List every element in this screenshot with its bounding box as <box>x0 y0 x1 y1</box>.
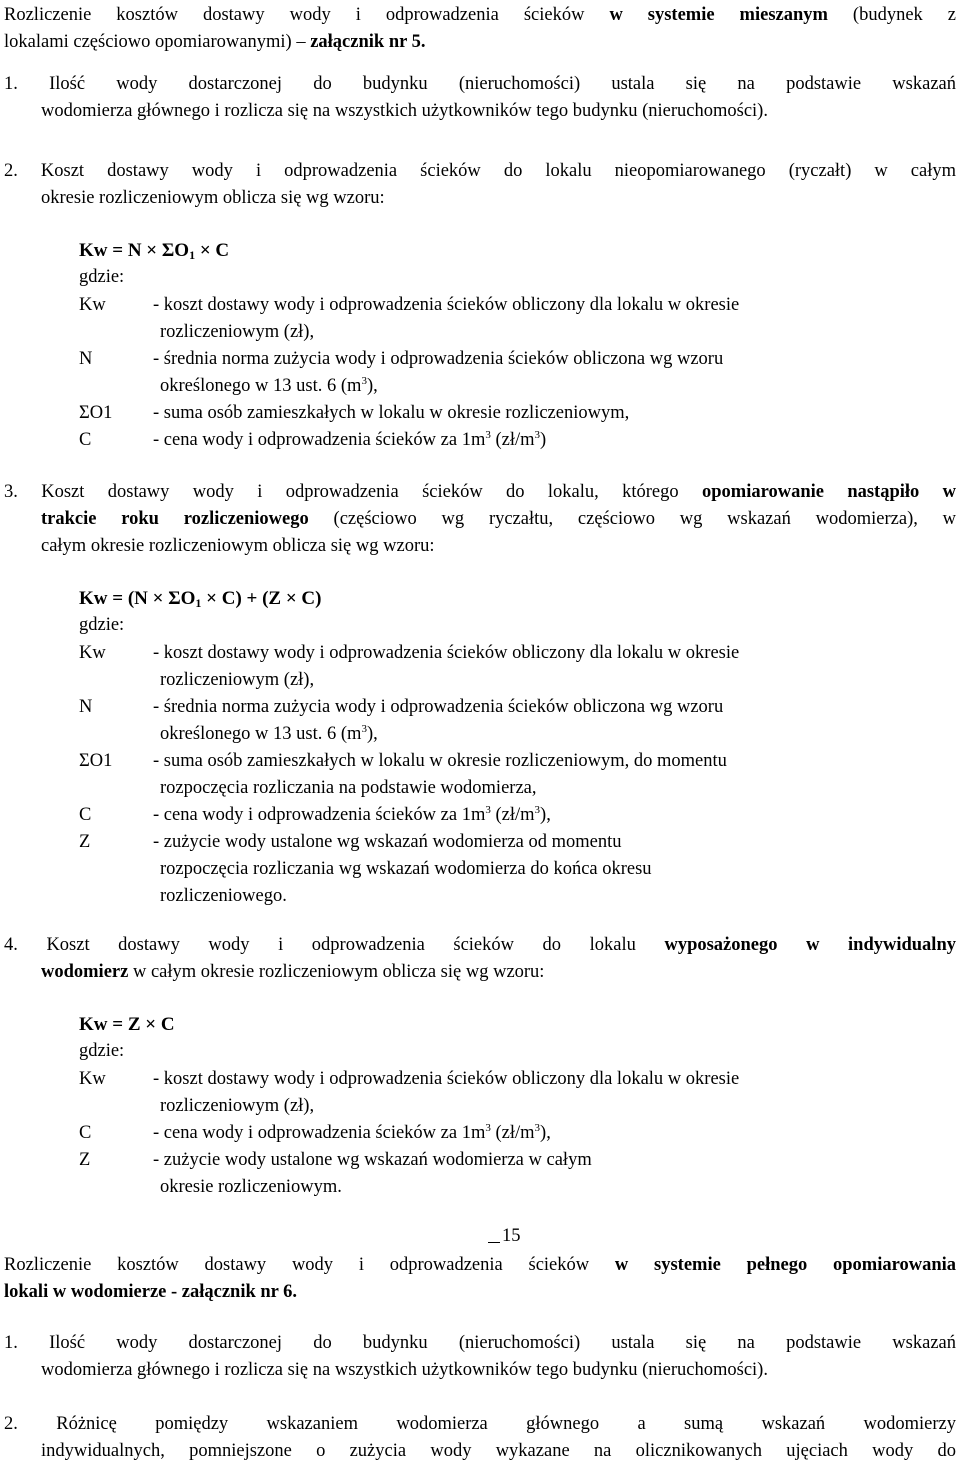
formula-3: Kw = Z × C <box>79 1014 175 1035</box>
att5-point-1: 1. Ilość wody dostarczonej do budynku (nieruchomości) ustala się na podstawie wskazań wodomierza głównego i rozlicza się na wszystkich użytkowników tego budynku (nieruchomości). <box>4 74 956 121</box>
att5-point-2: 2. Koszt dostawy wody i odprowadzenia ścieków do lokalu nieopomiarowanego (ryczałt) w całym okresie rozliczeniowym oblicza się wg wzoru: <box>4 161 956 208</box>
att5-point-4: 4. Koszt dostawy wody i odprowadzenia ścieków do lokalu wyposażonego w indywidualny wodomierz w całym okresie rozliczeniowym oblicza się wg wzoru: <box>4 935 956 982</box>
att6-point-2: 2. Różnicę pomiędzy wskazaniem wodomierza głównego a sumą wskazań wodomierzy indywidualnych, pomniejszone o zużycia wody wykazane na olicznikowanych ujęciach wody do <box>4 1414 956 1461</box>
attachment-6-heading: Rozliczenie kosztów dostawy wody i odprowadzenia ścieków w systemie pełnego opomiarowania lokali w wodomierze - załącznik nr 6. <box>4 1255 957 1302</box>
att6-point-1: 1. Ilość wody dostarczonej do budynku (nieruchomości) ustala się na podstawie wskazań wodomierza głównego i rozlicza się na wszystkich użytkowników tego budynku (nieruchomości). <box>4 1333 956 1380</box>
where-label-2: gdzie: <box>79 615 125 635</box>
underline-mark <box>488 1228 500 1243</box>
formula-1: $Kw = N \times \Sigma O_1 \times C$ <box>79 240 230 262</box>
page-number: 15 <box>488 1226 521 1247</box>
att5-point-3: 3. Koszt dostawy wody i odprowadzenia ścieków do lokalu, którego opomiarowanie nastąpiło w trakcie roku rozliczeniowego (częściowo wg ryczałtu, częściowo wg wskazań wodomierza), w całym okresie rozliczeniowym oblicza się wg wzoru: <box>4 482 957 556</box>
where-label-1: gdzie: <box>79 267 125 287</box>
attachment-5-heading: Rozliczenie kosztów dostawy wody i odprowadzenia ścieków w systemie mieszanym (budynek z lokalami częściowo opomiarowanymi) – załącznik nr 5. <box>4 5 956 52</box>
formula-2: $Kw = (N \times \Sigma O_1 \times C) + (Z \times C)$ <box>79 588 322 610</box>
where-label-3: gdzie: <box>79 1041 125 1061</box>
